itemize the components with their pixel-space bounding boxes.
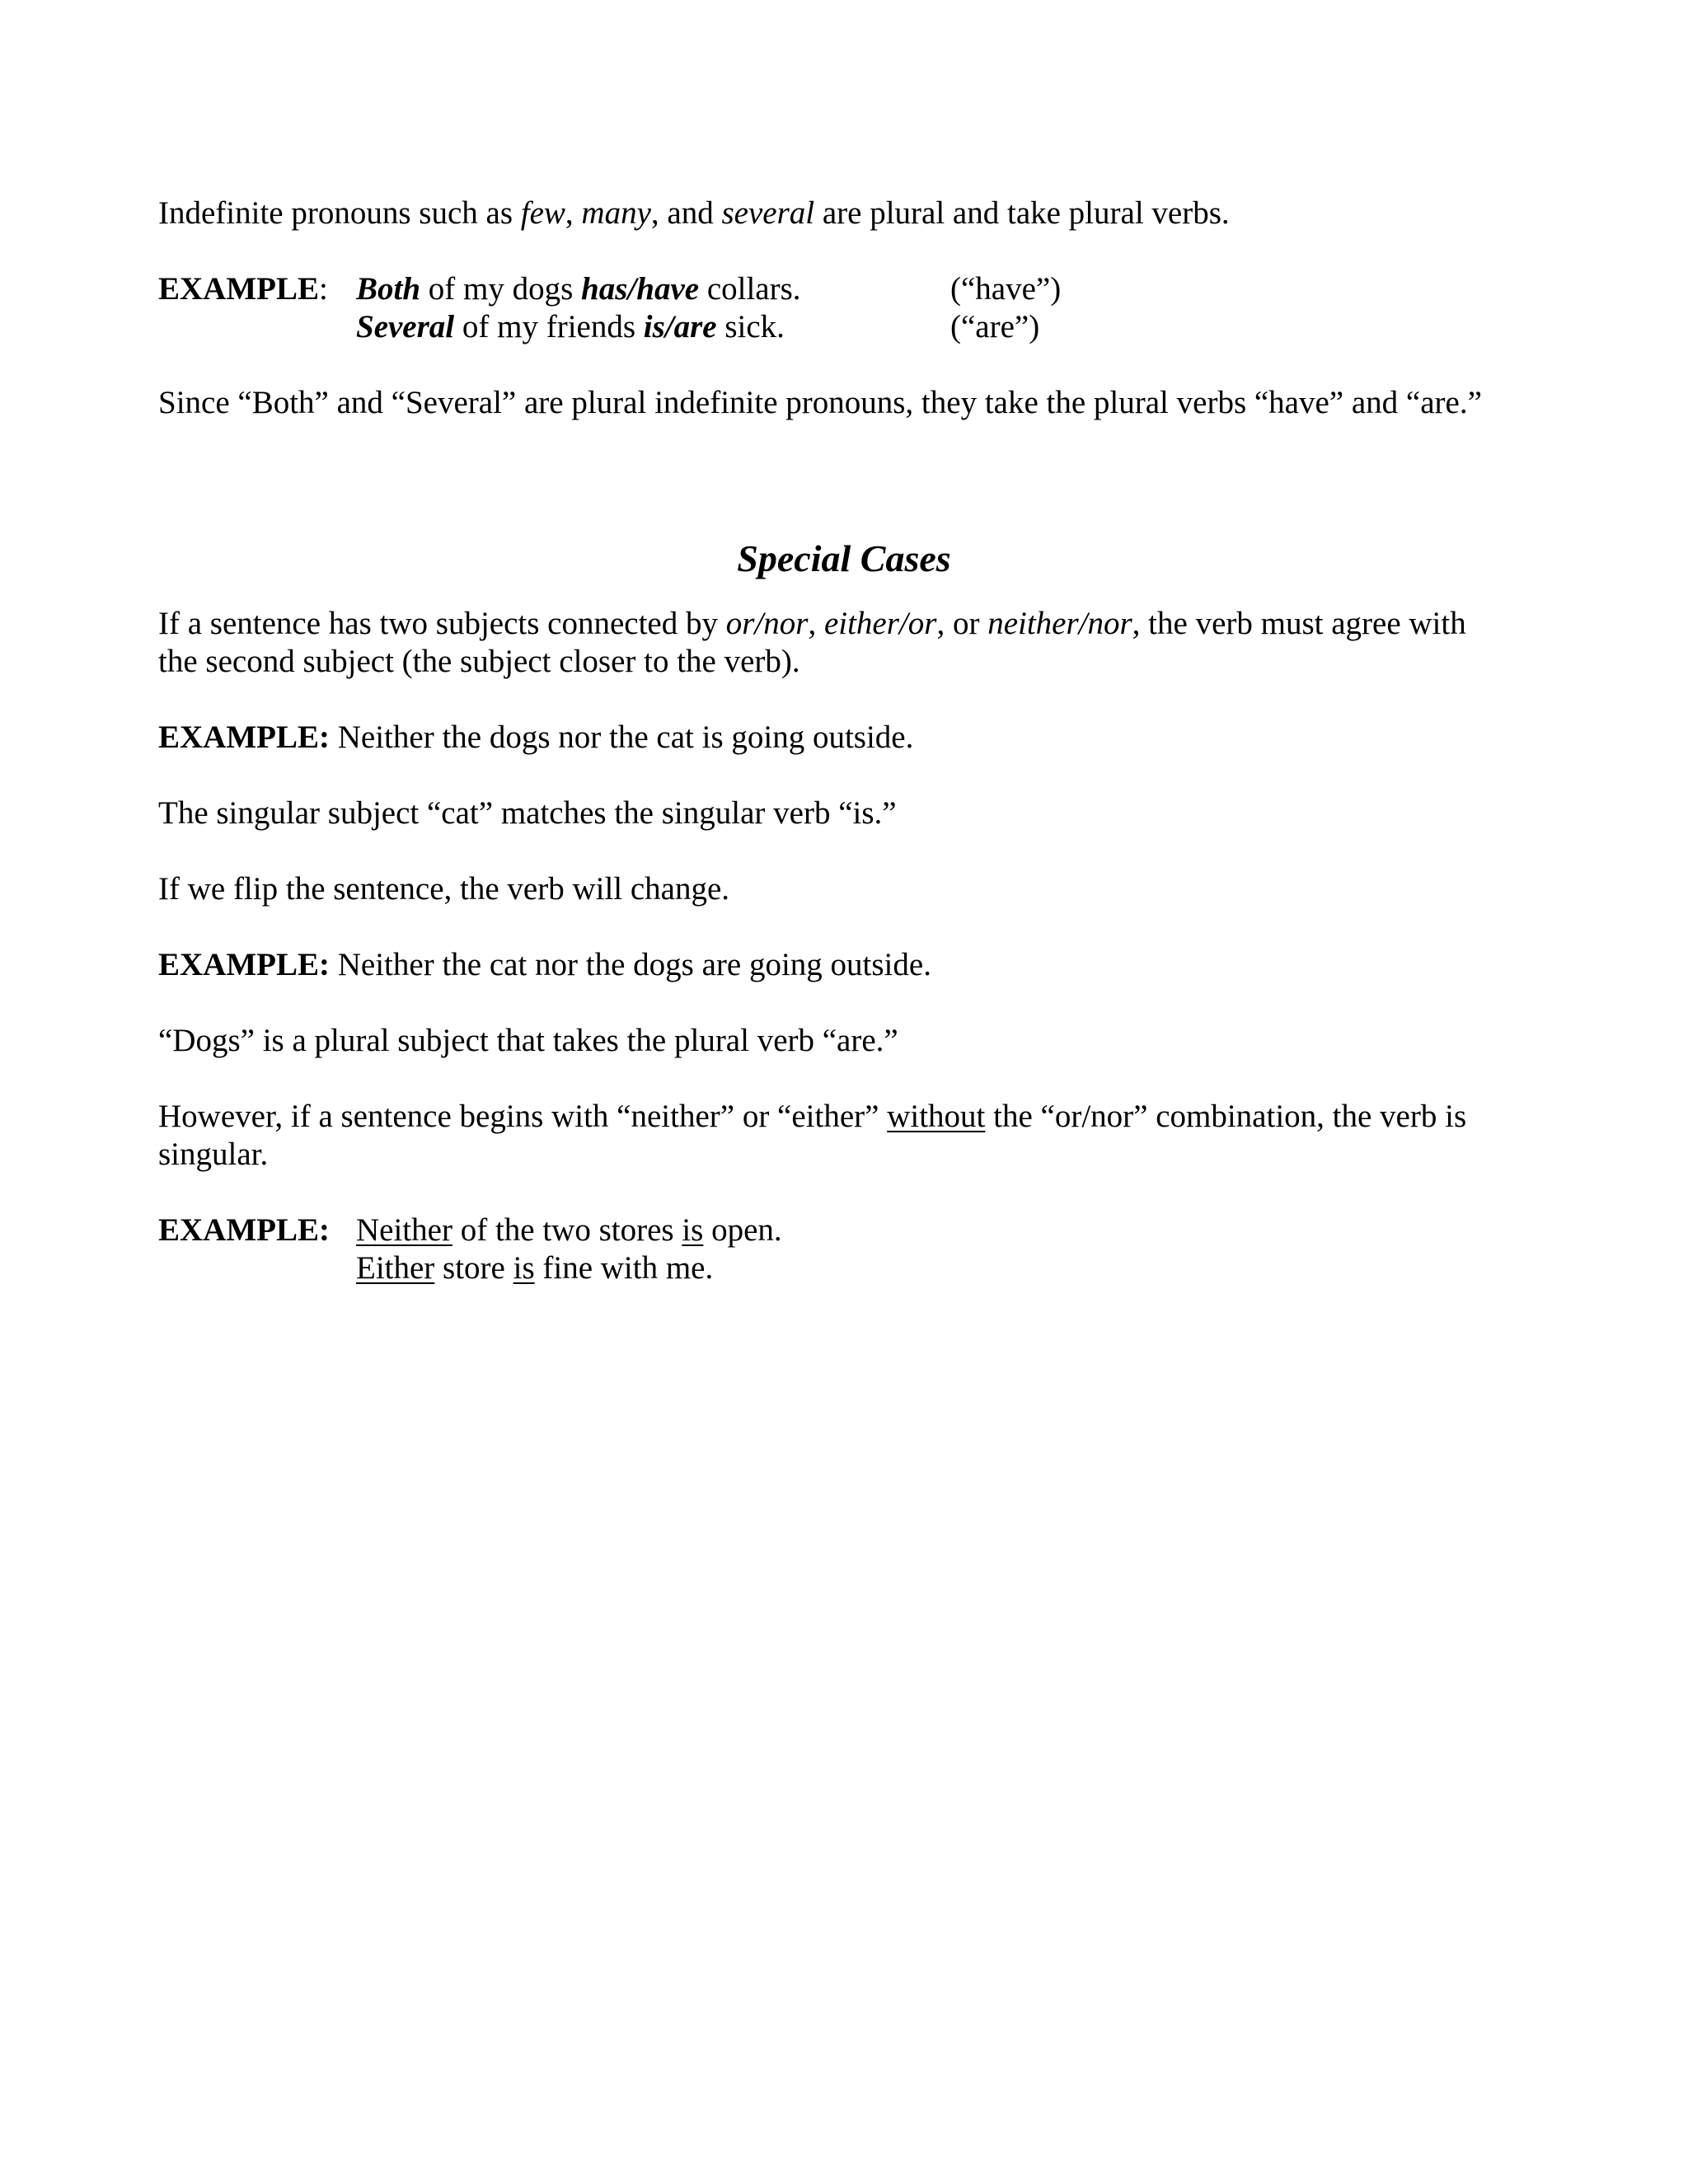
paragraph-indefinite-plural: Indefinite pronouns such as few, many, and several are plural and take plural verbs. xyxy=(158,195,1230,231)
paragraph-explanation: Since “Both” and “Several” are plural indefinite pronouns, they take the plural verbs “have” and “are.” xyxy=(158,385,1482,420)
paragraph-special-case: If a sentence has two subjects connected by or/nor, either/or, or neither/nor, the verb must agree with xyxy=(158,606,1466,641)
italic-word: several xyxy=(721,195,815,231)
example-sentence: Several of my friends is/are sick. xyxy=(356,309,785,344)
paragraph: The singular subject “cat” matches the singular verb “is.” xyxy=(158,795,897,831)
example-label: EXAMPLE: xyxy=(158,719,330,755)
example-label: EXAMPLE: xyxy=(158,1212,330,1248)
example-label: EXAMPLE: xyxy=(158,947,330,982)
paragraph-special-case-line2: the second subject (the subject closer to the verb). xyxy=(158,644,800,679)
example-line: EXAMPLE: Neither the dogs nor the cat is going outside. xyxy=(158,719,914,755)
example-answer: (“have”) xyxy=(950,271,1062,307)
example-sentence: Both of my dogs has/have collars. xyxy=(356,271,801,307)
example-sentence: Either store is fine with me. xyxy=(356,1250,714,1286)
example-label: EXAMPLE: xyxy=(158,271,328,307)
example-line: EXAMPLE: Neither the cat nor the dogs are going outside. xyxy=(158,947,931,982)
example-sentence: Neither of the two stores is open. xyxy=(356,1212,782,1248)
paragraph-neither-either-line2: singular. xyxy=(158,1137,269,1172)
paragraph: If we flip the sentence, the verb will change. xyxy=(158,871,730,907)
paragraph-neither-either: However, if a sentence begins with “neither” or “either” without the “or/nor” combination, the verb is xyxy=(158,1099,1467,1134)
paragraph: “Dogs” is a plural subject that takes the plural verb “are.” xyxy=(158,1023,898,1058)
italic-word: few xyxy=(520,195,565,231)
section-heading: Special Cases xyxy=(737,537,951,579)
italic-word: many xyxy=(581,195,651,231)
example-answer: (“are”) xyxy=(950,309,1040,344)
